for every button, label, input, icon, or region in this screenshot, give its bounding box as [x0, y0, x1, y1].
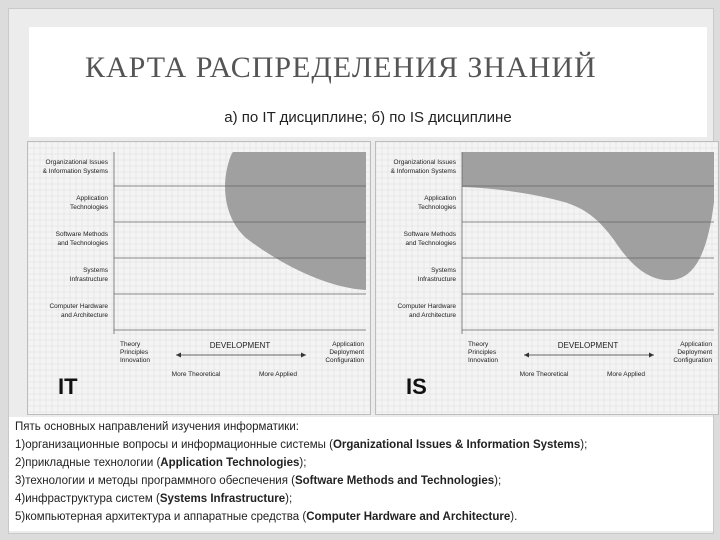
item-text: 4)инфраструктура систем (	[15, 493, 160, 505]
category-label: Organizational Issues	[393, 159, 456, 166]
x-axis-arrow-right-head	[649, 353, 654, 358]
x-axis-arrow-left-head	[176, 353, 181, 358]
x-axis-right-label: Application	[332, 341, 364, 348]
item-text: 5)компьютерная архитектура и аппаратные средства (	[15, 511, 307, 523]
category-label: Computer Hardware	[49, 303, 108, 310]
item-text: 2)прикладные технологии (	[15, 457, 161, 469]
x-axis-left-label: Innovation	[120, 357, 150, 364]
item-term: Software Methods and Technologies	[294, 475, 495, 487]
category-label: Technologies	[418, 204, 456, 211]
category-label: and Technologies	[405, 240, 456, 247]
category-label: and Architecture	[409, 312, 456, 319]
x-axis-left-label: Innovation	[468, 357, 498, 364]
x-axis-left-label: Theory	[468, 341, 489, 348]
category-label: and Architecture	[61, 312, 108, 319]
item-term: Application Technologies	[160, 457, 300, 469]
slide	[8, 8, 714, 534]
category-label: and Technologies	[57, 240, 108, 247]
description-intro: Пять основных направлений изучения информатики:	[15, 421, 299, 433]
category-label: Application	[424, 195, 456, 202]
more-applied-label: More Applied	[607, 371, 645, 378]
description-item	[15, 475, 501, 487]
it-knowledge-map	[28, 142, 370, 414]
discipline-label: IT	[58, 374, 78, 399]
item-term: Computer Hardware and Architecture	[306, 511, 511, 523]
item-text: 3)технологии и методы программного обеспечения (	[15, 475, 295, 487]
category-label: Technologies	[70, 204, 108, 211]
x-axis-right-label: Configuration	[673, 357, 712, 364]
item-text: );	[285, 493, 293, 505]
description-item	[15, 493, 292, 505]
item-text: );	[494, 475, 502, 487]
item-term: Organizational Issues & Information Systems	[332, 439, 581, 451]
is-diagram-panel	[375, 141, 719, 415]
is-knowledge-map	[376, 142, 718, 414]
category-label: & Information Systems	[390, 168, 456, 175]
item-text: ).	[510, 511, 518, 523]
more-theoretical-label: More Theoretical	[171, 371, 221, 378]
x-axis-arrow-right-head	[301, 353, 306, 358]
knowledge-region	[462, 152, 714, 280]
category-label: Systems	[431, 267, 456, 274]
x-axis-left-label: Theory	[120, 341, 141, 348]
category-label: Infrastructure	[69, 276, 108, 283]
item-text: );	[299, 457, 307, 469]
item-text: );	[580, 439, 588, 451]
category-label: Computer Hardware	[397, 303, 456, 310]
more-theoretical-label: More Theoretical	[519, 371, 569, 378]
more-applied-label: More Applied	[259, 371, 297, 378]
description-item	[15, 439, 587, 451]
x-axis-left-label: Principles	[468, 349, 497, 356]
description-item	[15, 457, 306, 469]
x-axis-center-label: DEVELOPMENT	[557, 341, 619, 350]
x-axis-center-label: DEVELOPMENT	[209, 341, 271, 350]
x-axis-left-label: Principles	[120, 349, 149, 356]
discipline-label: IS	[406, 374, 427, 399]
item-term: Systems Infrastructure	[159, 493, 286, 505]
category-label: Infrastructure	[417, 276, 456, 283]
category-label: Software Methods	[403, 231, 456, 238]
x-axis-right-label: Deployment	[677, 349, 712, 356]
category-label: Systems	[83, 267, 108, 274]
it-diagram-panel	[27, 141, 371, 415]
x-axis-arrow-left-head	[524, 353, 529, 358]
category-label: Organizational Issues	[45, 159, 108, 166]
x-axis-right-label: Deployment	[329, 349, 364, 356]
description-box	[9, 417, 713, 531]
category-label: & Information Systems	[42, 168, 108, 175]
title-area	[29, 27, 707, 137]
x-axis-right-label: Application	[680, 341, 712, 348]
knowledge-region	[225, 152, 366, 290]
category-label: Application	[76, 195, 108, 202]
category-label: Software Methods	[55, 231, 108, 238]
x-axis-right-label: Configuration	[325, 357, 364, 364]
description-item	[15, 511, 517, 523]
slide-title: КАРТА РАСПРЕДЕЛЕНИЯ ЗНАНИЙ	[85, 51, 597, 84]
slide-subtitle: а) по IT дисциплине; б) по IS дисциплине	[224, 109, 512, 126]
item-text: 1)организационные вопросы и информационные системы (	[15, 439, 333, 451]
